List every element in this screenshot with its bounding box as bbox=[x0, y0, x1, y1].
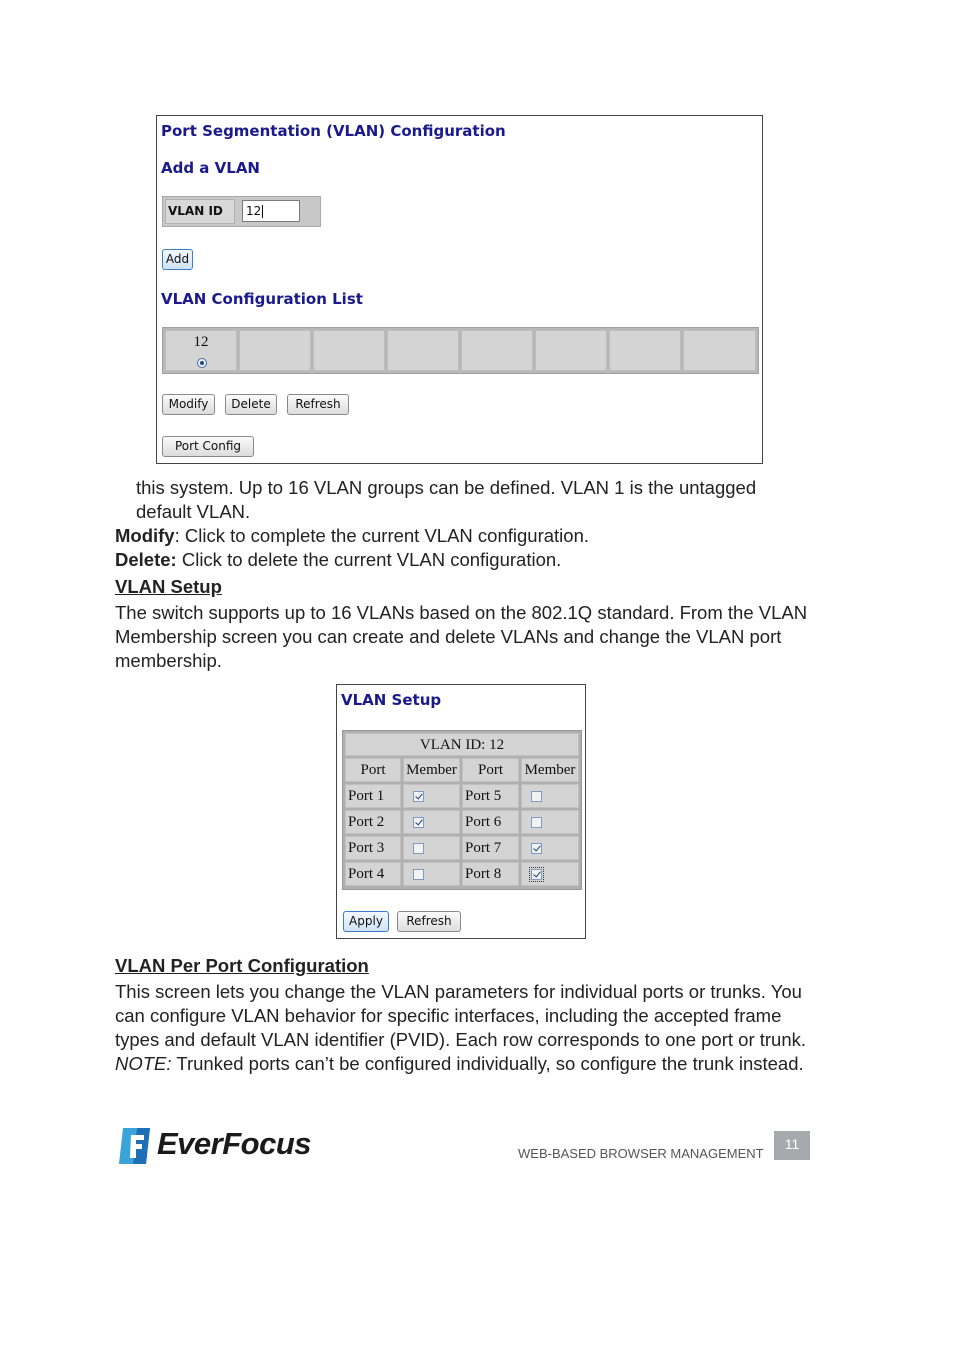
vlan-list-item-empty bbox=[683, 330, 756, 371]
port-2-member-checkbox[interactable] bbox=[413, 817, 424, 828]
delete-button[interactable]: Delete bbox=[225, 394, 277, 415]
body-line: Membership screen you can create and delete VLANs and change the VLAN port bbox=[115, 626, 782, 647]
vlan-list-item-empty bbox=[535, 330, 607, 371]
refresh-button[interactable]: Refresh bbox=[287, 394, 349, 415]
vlan-setup-title: VLAN Setup bbox=[341, 691, 442, 709]
port-label: Port 3 bbox=[345, 836, 401, 860]
vlan-id-row bbox=[162, 196, 321, 227]
vlan-list-item-empty bbox=[239, 330, 311, 371]
port-label: Port 1 bbox=[345, 784, 401, 808]
vlan-config-list bbox=[162, 327, 759, 374]
member-cell bbox=[521, 810, 579, 834]
brand-name: EverFocus bbox=[157, 1126, 312, 1161]
refresh-button[interactable]: Refresh bbox=[397, 911, 461, 932]
vlan-setup-heading: VLAN Setup bbox=[115, 576, 222, 597]
vlan-list-heading: VLAN Configuration List bbox=[161, 290, 363, 308]
port-6-member-checkbox[interactable] bbox=[531, 817, 542, 828]
body-line: The switch supports up to 16 VLANs based on the 802.1Q standard. From the VLAN bbox=[115, 602, 808, 623]
modify-button[interactable]: Modify bbox=[162, 394, 215, 415]
vlan-list-item[interactable] bbox=[165, 330, 237, 371]
vlan-member-table bbox=[342, 730, 582, 890]
vlan-per-port-heading: VLAN Per Port Configuration bbox=[115, 955, 369, 976]
port-3-member-checkbox[interactable] bbox=[413, 843, 424, 854]
member-cell bbox=[521, 862, 579, 886]
vlan-id-input[interactable]: 12 bbox=[242, 200, 300, 222]
add-button[interactable]: Add bbox=[162, 249, 193, 270]
vlan-config-screenshot bbox=[156, 115, 763, 464]
vlan-list-item-empty bbox=[313, 330, 385, 371]
member-cell bbox=[403, 862, 460, 886]
delete-description: Delete: Click to delete the current VLAN configuration. bbox=[115, 549, 562, 570]
page-number: 11 bbox=[774, 1131, 810, 1160]
body-line: types and default VLAN identifier (PVID). Each row corresponds to one port or trunk. bbox=[115, 1029, 807, 1050]
delete-term: Delete: bbox=[115, 549, 177, 570]
vlan-list-item-label: 12 bbox=[193, 334, 209, 350]
port-8-member-checkbox[interactable] bbox=[531, 869, 542, 880]
body-line: This screen lets you change the VLAN parameters for individual ports or trunks. You bbox=[115, 981, 802, 1002]
port-label: Port 6 bbox=[462, 810, 519, 834]
col-header-port: Port bbox=[462, 758, 519, 782]
vlan-select-radio[interactable] bbox=[197, 358, 207, 368]
port-4-member-checkbox[interactable] bbox=[413, 869, 424, 880]
port-label: Port 8 bbox=[462, 862, 519, 886]
vlan-list-item-empty bbox=[609, 330, 681, 371]
body-line: membership. bbox=[115, 650, 222, 671]
port-label: Port 4 bbox=[345, 862, 401, 886]
vlan-list-item-empty bbox=[387, 330, 459, 371]
col-header-member: Member bbox=[521, 758, 579, 782]
everfocus-logo-icon bbox=[117, 1127, 152, 1164]
member-cell bbox=[521, 836, 579, 860]
body-line: default VLAN. bbox=[136, 501, 251, 522]
note-line: NOTE: Trunked ports can’t be configured individually, so configure the trunk instead. bbox=[115, 1053, 804, 1074]
vlan-setup-screenshot bbox=[336, 684, 586, 939]
port-label: Port 7 bbox=[462, 836, 519, 860]
modify-description: Modify: Click to complete the current VLAN configuration. bbox=[115, 525, 589, 546]
member-cell bbox=[403, 810, 460, 834]
footer-section-label: WEB-BASED BROWSER MANAGEMENT bbox=[518, 1146, 764, 1161]
note-label: NOTE: bbox=[115, 1053, 172, 1074]
port-5-member-checkbox[interactable] bbox=[531, 791, 542, 802]
vlan-id-label: VLAN ID bbox=[165, 199, 235, 224]
add-vlan-heading: Add a VLAN bbox=[161, 159, 260, 177]
port-1-member-checkbox[interactable] bbox=[413, 791, 424, 802]
member-cell bbox=[403, 836, 460, 860]
port-7-member-checkbox[interactable] bbox=[531, 843, 542, 854]
body-line: this system. Up to 16 VLAN groups can be defined. VLAN 1 is the untagged bbox=[136, 477, 757, 498]
port-config-button[interactable]: Port Config bbox=[162, 436, 254, 457]
member-cell bbox=[403, 784, 460, 808]
member-cell bbox=[521, 784, 579, 808]
col-header-member: Member bbox=[403, 758, 460, 782]
port-label: Port 2 bbox=[345, 810, 401, 834]
vlan-list-item-empty bbox=[461, 330, 533, 371]
modify-term: Modify bbox=[115, 525, 175, 546]
port-label: Port 5 bbox=[462, 784, 519, 808]
col-header-port: Port bbox=[345, 758, 401, 782]
body-line: can configure VLAN behavior for specific interfaces, including the accepted frame bbox=[115, 1005, 782, 1026]
apply-button[interactable]: Apply bbox=[343, 911, 389, 932]
vlan-config-title: Port Segmentation (VLAN) Configuration bbox=[161, 122, 506, 140]
vlan-table-title: VLAN ID: 12 bbox=[345, 733, 579, 756]
